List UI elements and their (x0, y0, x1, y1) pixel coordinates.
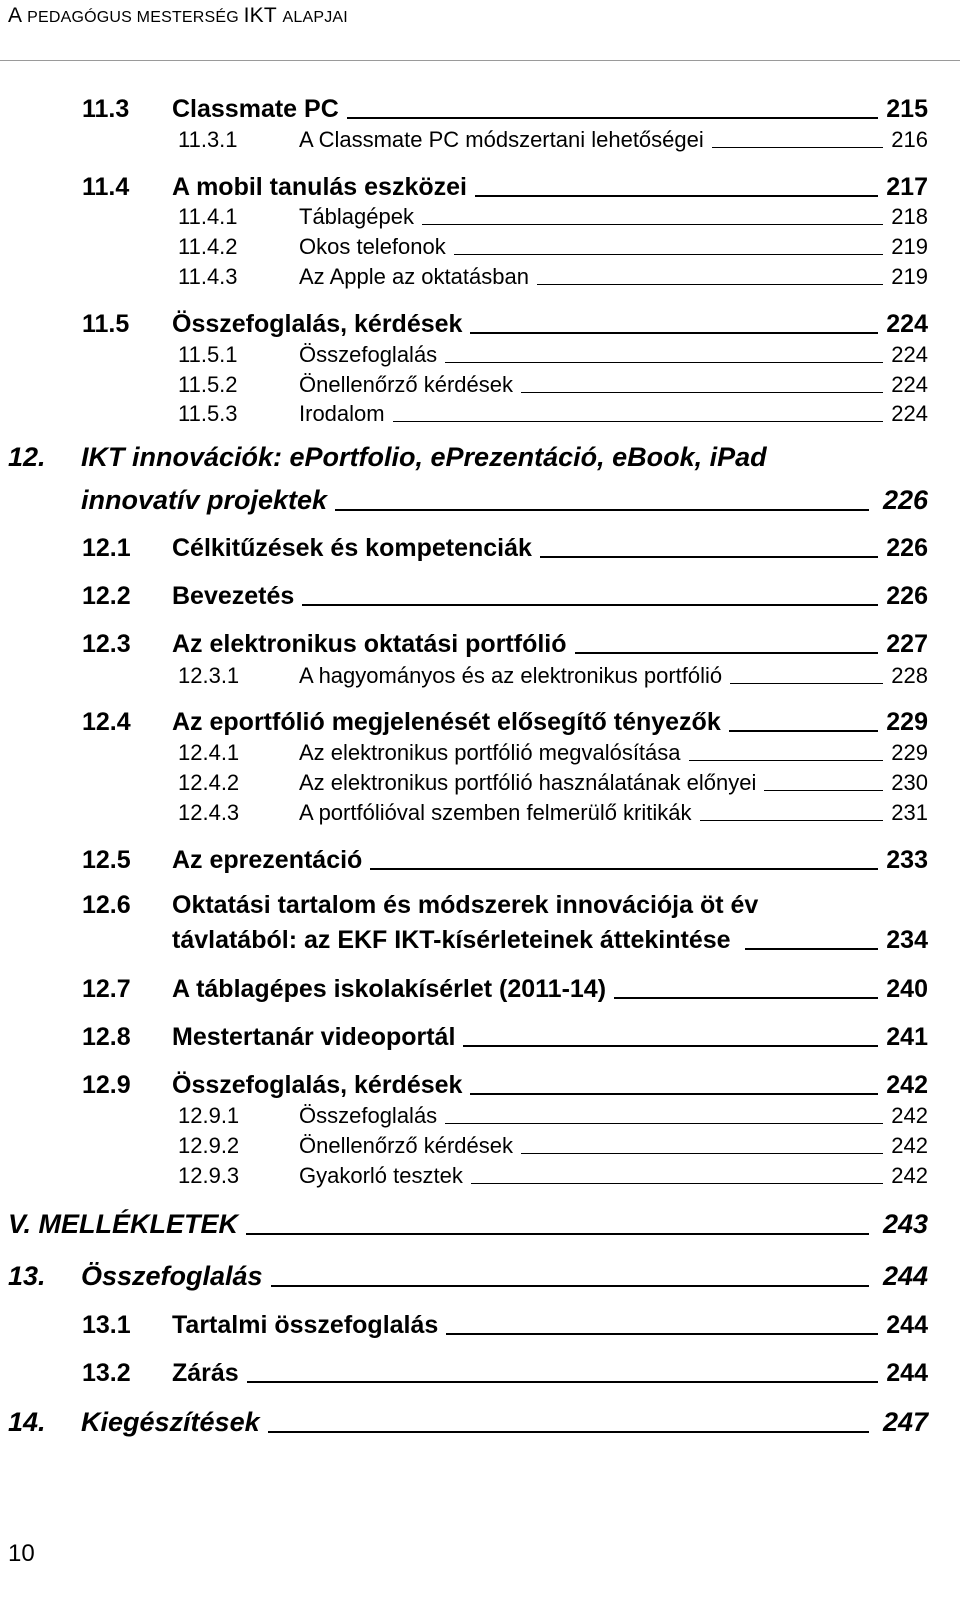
toc-leader (745, 948, 879, 950)
toc-entry-13[interactable] (8, 1258, 928, 1292)
toc-entry-11-5-2[interactable] (178, 370, 928, 398)
toc-entry-12-4-1[interactable] (178, 738, 928, 766)
toc-title: Az elektronikus portfólió használatának előnyei (299, 770, 757, 795)
toc-page: 242 (891, 1133, 928, 1158)
toc-page: 229 (886, 708, 928, 736)
toc-number: 12.4.1 (178, 740, 240, 765)
toc-number: 11.3.1 (178, 127, 238, 152)
toc-title-line-1: Oktatási tartalom és módszerek innovációja öt év (172, 891, 759, 919)
toc-number: 12.6 (82, 891, 131, 919)
toc-entry-12-4-3[interactable] (178, 798, 928, 826)
toc-number: 12.3.1 (178, 663, 240, 688)
toc-title: Az elektronikus oktatási portfólió (172, 630, 567, 658)
toc-title: Tartalmi összefoglalás (172, 1311, 439, 1339)
toc-page: 224 (891, 342, 928, 367)
toc-page: 219 (891, 264, 928, 289)
toc-page: 242 (891, 1103, 928, 1128)
toc-entry-12-7[interactable] (82, 972, 928, 1004)
toc-number: 11.4.2 (178, 234, 238, 259)
toc-page: 227 (886, 630, 928, 658)
toc-entry-12-6[interactable] (82, 891, 928, 963)
toc-entry-13-2[interactable] (82, 1356, 928, 1388)
toc-title: A táblagépes iskolakísérlet (2011-14) (172, 975, 607, 1003)
toc-title: A portfólióval szemben felmerülő kritikák (299, 800, 692, 825)
toc-page: 215 (886, 95, 928, 123)
toc-number: 12.4 (82, 708, 131, 736)
toc-title: Okos telefonok (299, 234, 446, 259)
toc-leader (712, 147, 884, 148)
toc-leader (302, 604, 878, 606)
toc-page: 242 (886, 1071, 928, 1099)
toc-page: 217 (886, 173, 928, 201)
toc-entry-11-4-3[interactable] (178, 262, 928, 290)
toc-entry-14[interactable] (8, 1404, 928, 1438)
toc-leader (729, 730, 879, 732)
toc-entry-12-3[interactable] (82, 627, 928, 659)
toc-title: Az eprezentáció (172, 846, 363, 874)
toc-page: 216 (891, 127, 928, 152)
toc-title: Összefoglalás, kérdések (172, 1071, 463, 1099)
toc-title-line-1: IKT innovációk: ePortfolio, ePrezentáció, eBook, iPad (81, 442, 767, 472)
toc-entry-12-9-3[interactable] (178, 1161, 928, 1189)
toc-leader (521, 392, 883, 393)
toc-title: Összefoglalás, kérdések (172, 310, 463, 338)
toc-title: Irodalom (299, 401, 385, 426)
toc-page: 219 (891, 234, 928, 259)
toc-leader (689, 760, 884, 761)
toc-leader (700, 820, 884, 821)
toc-page: 241 (886, 1023, 928, 1051)
toc-title: Zárás (172, 1359, 239, 1387)
toc-title: Összefoglalás (299, 1103, 438, 1128)
toc-number: 12.7 (82, 975, 131, 1003)
toc-leader (764, 790, 883, 791)
toc-leader (470, 332, 878, 334)
toc-page: 224 (891, 401, 928, 426)
toc-number: 13.1 (82, 1311, 131, 1339)
toc-leader (446, 1333, 878, 1335)
toc-entry-12-1[interactable] (82, 531, 928, 563)
toc-leader (335, 509, 869, 511)
toc-leader (271, 1285, 869, 1287)
toc-title-line-2: innovatív projektek (81, 485, 328, 515)
toc-page: 242 (891, 1163, 928, 1188)
toc-entry-11-5-3[interactable] (178, 399, 928, 427)
toc-page: 234 (886, 926, 928, 954)
toc-number: 11.4.1 (178, 204, 238, 229)
toc-number: 12.9.2 (178, 1133, 240, 1158)
toc-title: Összefoglalás (81, 1261, 263, 1291)
toc-leader (454, 254, 884, 255)
toc-number: 12.1 (82, 534, 131, 562)
toc-title: Táblagépek (299, 204, 414, 229)
toc-number: 12.8 (82, 1023, 131, 1051)
toc-leader (470, 1093, 878, 1095)
toc-page: 247 (882, 1407, 928, 1437)
header-part-3: IKT (243, 4, 283, 27)
toc-leader (393, 421, 884, 422)
toc-entry-11-5-1[interactable] (178, 340, 928, 368)
toc-entry-12-8[interactable] (82, 1020, 928, 1052)
toc-title: Gyakorló tesztek (299, 1163, 463, 1188)
toc-entry-12-9-1[interactable] (178, 1101, 928, 1129)
toc-title: Classmate PC (172, 95, 339, 123)
toc-title: Célkitűzések és kompetenciák (172, 534, 532, 562)
toc-page: 224 (891, 372, 928, 397)
header-part-4: ALAPJAI (282, 9, 348, 26)
toc-page: 229 (891, 740, 928, 765)
header-part-2: PEDAGÓGUS MESTERSÉG (27, 9, 244, 26)
toc-entry-12-4[interactable] (82, 705, 928, 737)
toc-number: 11.5.2 (178, 372, 238, 397)
toc-leader (247, 1381, 879, 1383)
toc-number: 11.5 (82, 310, 130, 338)
toc-title: Az eportfólió megjelenését elősegítő tényezők (172, 708, 721, 736)
toc-leader (614, 997, 878, 999)
toc-leader (575, 652, 879, 654)
toc-title: Kiegészítések (81, 1407, 260, 1437)
toc-title: A hagyományos és az elektronikus portfólió (299, 663, 723, 688)
toc-number: 11.3 (82, 95, 130, 123)
toc-number: 14. (8, 1407, 46, 1437)
toc-page: 230 (891, 770, 928, 795)
toc-title: V. MELLÉKLETEK (8, 1209, 239, 1239)
header-part-1: A (8, 4, 28, 27)
toc-leader (268, 1431, 869, 1433)
toc-leader (537, 284, 883, 285)
toc-entry-13-1[interactable] (82, 1308, 928, 1340)
toc-number: 11.5.3 (178, 401, 238, 426)
toc-title: Önellenőrző kérdések (299, 1133, 514, 1158)
toc-entry-11-3[interactable] (82, 92, 928, 124)
toc-title-line-2: távlatából: az EKF IKT-kísérleteinek áttekintése (172, 926, 731, 954)
toc-leader (475, 195, 878, 197)
toc-leader (521, 1153, 883, 1154)
toc-title: Bevezetés (172, 582, 295, 610)
toc-leader (445, 362, 883, 363)
page-number: 10 (8, 1540, 35, 1567)
toc-entry-11-3-1[interactable] (178, 125, 928, 153)
toc-number: 12.9 (82, 1071, 131, 1099)
toc-page: 231 (891, 800, 928, 825)
toc-leader (730, 683, 883, 684)
toc-page: 218 (891, 204, 928, 229)
toc-page: 226 (882, 485, 928, 515)
toc-number: 12. (8, 442, 46, 472)
toc-number: 12.9.3 (178, 1163, 240, 1188)
toc-title: Mestertanár videoportál (172, 1023, 456, 1051)
toc-entry-12-5[interactable] (82, 843, 928, 875)
toc-title: Összefoglalás (299, 342, 438, 367)
toc-page: 243 (882, 1209, 928, 1239)
toc-entry-12-9-2[interactable] (178, 1131, 928, 1159)
toc-entry-11-4-2[interactable] (178, 232, 928, 260)
toc-page: 226 (886, 582, 928, 610)
toc-leader (347, 117, 879, 119)
toc-leader (471, 1183, 883, 1184)
toc-entry-12-9[interactable] (82, 1068, 928, 1100)
toc-entry-12[interactable] (8, 442, 928, 522)
toc-title: Önellenőrző kérdések (299, 372, 514, 397)
toc-entry-12-4-2[interactable] (178, 768, 928, 796)
toc-title: A mobil tanulás eszközei (172, 173, 467, 201)
toc-page: 244 (882, 1261, 928, 1291)
toc-number: 11.4.3 (178, 264, 238, 289)
toc-number: 12.5 (82, 846, 131, 874)
toc-number: 11.4 (82, 173, 130, 201)
toc-page: 240 (886, 975, 928, 1003)
toc-number: 12.2 (82, 582, 131, 610)
toc-entry-12-3-1[interactable] (178, 661, 928, 689)
toc-leader (540, 556, 878, 558)
toc-page: 224 (886, 310, 928, 338)
toc-number: 13.2 (82, 1359, 131, 1387)
toc-number: 12.4.2 (178, 770, 240, 795)
toc-leader (422, 224, 883, 225)
toc-entry-part-v[interactable] (8, 1206, 928, 1240)
toc-number: 13. (8, 1261, 46, 1291)
toc-page: 244 (886, 1359, 928, 1387)
toc-entry-11-4[interactable] (82, 170, 928, 202)
toc-leader (463, 1045, 878, 1047)
toc-entry-11-4-1[interactable] (178, 202, 928, 230)
toc-number: 12.4.3 (178, 800, 240, 825)
toc-entry-12-2[interactable] (82, 579, 928, 611)
toc-page: 233 (886, 846, 928, 874)
toc-number: 12.3 (82, 630, 131, 658)
toc-page: 244 (886, 1311, 928, 1339)
toc-leader (246, 1233, 869, 1235)
toc-page: 228 (891, 663, 928, 688)
toc-entry-11-5[interactable] (82, 307, 928, 339)
toc-title: Az Apple az oktatásban (299, 264, 529, 289)
toc-number: 12.9.1 (178, 1103, 240, 1128)
toc-leader (445, 1123, 883, 1124)
toc-number: 11.5.1 (178, 342, 238, 367)
toc-title: Az elektronikus portfólió megvalósítása (299, 740, 681, 765)
toc-leader (370, 868, 878, 870)
toc-page: 226 (886, 534, 928, 562)
toc-title: A Classmate PC módszertani lehetőségei (299, 127, 704, 152)
